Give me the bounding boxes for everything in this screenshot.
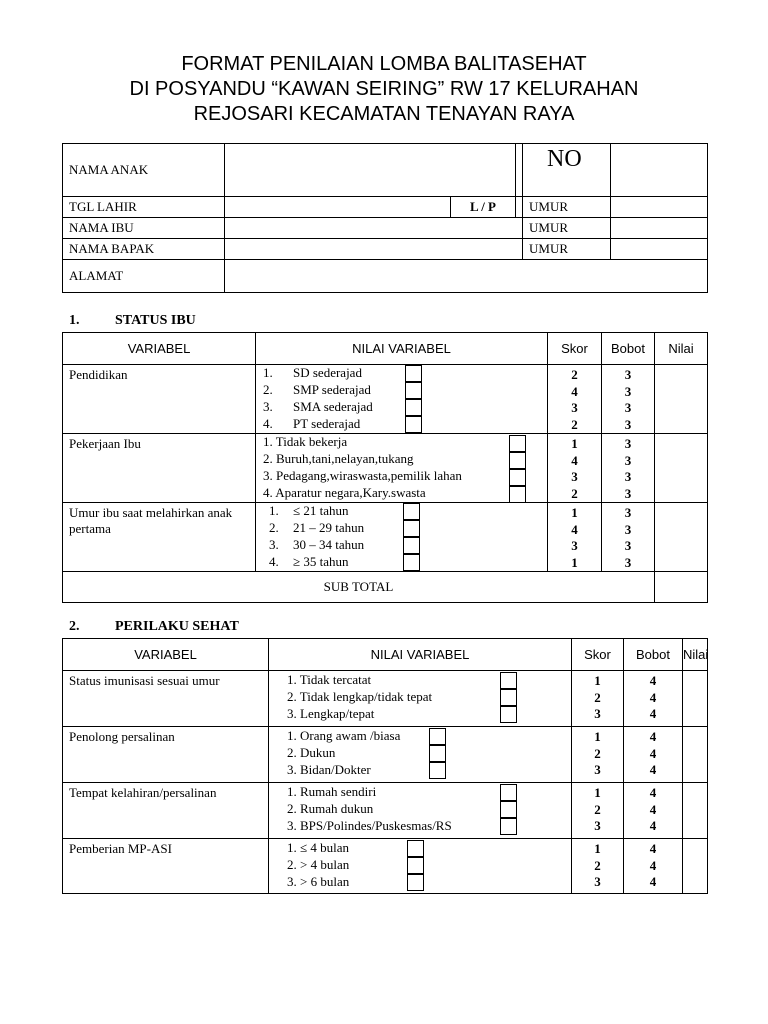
checkbox[interactable] bbox=[509, 435, 526, 452]
checkbox[interactable] bbox=[429, 762, 446, 779]
checkbox[interactable] bbox=[407, 840, 424, 857]
field-umur-bapak[interactable] bbox=[611, 239, 708, 260]
label-nama-bapak: NAMA BAPAK bbox=[63, 239, 225, 260]
header-skor: Skor bbox=[572, 639, 624, 671]
checkbox[interactable] bbox=[403, 520, 420, 537]
header-nilai-variabel: NILAI VARIABEL bbox=[269, 639, 572, 671]
table-row bbox=[63, 727, 708, 783]
skor-cell: 1 2 3 bbox=[572, 839, 624, 894]
field-tgl-lahir[interactable] bbox=[225, 197, 451, 218]
nilai-cell[interactable] bbox=[683, 839, 708, 894]
header-nilai: Nilai bbox=[655, 333, 708, 365]
skor-cell: 1 2 3 bbox=[572, 727, 624, 783]
label-umur: UMUR bbox=[523, 239, 611, 260]
nilai-cell[interactable] bbox=[655, 434, 708, 503]
options-tempat-kelahiran: 1. Rumah sendiri 2. Rumah dukun 3. BPS/Polindes/Puskesmas/RS bbox=[269, 783, 572, 839]
bobot-cell: 4 4 4 bbox=[624, 783, 683, 839]
field-alamat[interactable] bbox=[225, 260, 708, 293]
checkbox[interactable] bbox=[500, 672, 517, 689]
options-pendidikan: 1. SD sederajad 2. SMP sederajad 3. SMA sederajad 4. PT sederajad bbox=[256, 365, 548, 434]
checkbox[interactable] bbox=[405, 365, 422, 382]
field-nama-ibu[interactable] bbox=[225, 218, 523, 239]
field-umur-ibu[interactable] bbox=[611, 218, 708, 239]
nilai-cell[interactable] bbox=[683, 727, 708, 783]
field-no[interactable] bbox=[611, 144, 708, 197]
nilai-cell[interactable] bbox=[683, 783, 708, 839]
label-no: NO bbox=[523, 144, 611, 197]
title-line-3: REJOSARI KECAMATAN TENAYAN RAYA bbox=[193, 103, 575, 125]
bobot-cell: 3 3 3 3 bbox=[602, 365, 655, 434]
checkbox[interactable] bbox=[429, 745, 446, 762]
label-alamat: ALAMAT bbox=[63, 260, 225, 293]
nilai-cell[interactable] bbox=[655, 503, 708, 572]
checkbox[interactable] bbox=[405, 416, 422, 433]
options-umur-ibu: 1. ≤ 21 tahun 2. 21 – 29 tahun 3. 30 – 34 tahun 4. ≥ 35 tahun bbox=[256, 503, 548, 572]
field-nama-anak[interactable] bbox=[225, 144, 516, 197]
skor-cell: 1 2 3 bbox=[572, 783, 624, 839]
checkbox[interactable] bbox=[403, 554, 420, 571]
options-pemberian-mp-asi: 1. ≤ 4 bulan 2. > 4 bulan 3. > 6 bulan bbox=[269, 839, 572, 894]
header-variabel: VARIABEL bbox=[63, 639, 269, 671]
section-title: STATUS IBU bbox=[115, 313, 196, 328]
perilaku-sehat-table bbox=[62, 638, 708, 894]
variable-pemberian-mp-asi: Pemberian MP-ASI bbox=[63, 839, 269, 894]
identity-table bbox=[62, 143, 708, 293]
table-row bbox=[63, 839, 708, 894]
checkbox[interactable] bbox=[405, 382, 422, 399]
label-lp: L / P bbox=[451, 197, 516, 218]
title-line-2: DI POSYANDU “KAWAN SEIRING” RW 17 KELURAHAN bbox=[129, 78, 639, 100]
nilai-cell[interactable] bbox=[655, 365, 708, 434]
label-umur: UMUR bbox=[523, 197, 611, 218]
label-tgl-lahir: TGL LAHIR bbox=[63, 197, 225, 218]
header-nilai: Nilai bbox=[683, 639, 708, 671]
variable-umur-ibu: Umur ibu saat melahirkan anak pertama bbox=[63, 503, 256, 572]
checkbox[interactable] bbox=[407, 874, 424, 891]
label-nama-anak: NAMA ANAK bbox=[63, 144, 225, 197]
header-bobot: Bobot bbox=[602, 333, 655, 365]
checkbox[interactable] bbox=[509, 452, 526, 469]
header-nilai-variabel: NILAI VARIABEL bbox=[256, 333, 548, 365]
checkbox[interactable] bbox=[500, 689, 517, 706]
title-line-1: FORMAT PENILAIAN LOMBA BALITASEHAT bbox=[181, 53, 587, 75]
table-row bbox=[63, 783, 708, 839]
section-1-heading bbox=[69, 313, 196, 329]
skor-cell: 1 4 3 1 bbox=[548, 503, 602, 572]
checkbox[interactable] bbox=[500, 801, 517, 818]
section-number: 1. bbox=[69, 313, 80, 328]
options-status-imunisasi: 1. Tidak tercatat 2. Tidak lengkap/tidak tepat 3. Lengkap/tepat bbox=[269, 671, 572, 727]
header-bobot: Bobot bbox=[624, 639, 683, 671]
bobot-cell: 3 3 3 3 bbox=[602, 503, 655, 572]
table-row bbox=[63, 671, 708, 727]
checkbox[interactable] bbox=[403, 537, 420, 554]
variable-tempat-kelahiran: Tempat kelahiran/persalinan bbox=[63, 783, 269, 839]
table-row bbox=[63, 503, 708, 572]
checkbox[interactable] bbox=[403, 503, 420, 520]
checkbox[interactable] bbox=[509, 486, 526, 503]
label-nama-ibu: NAMA IBU bbox=[63, 218, 225, 239]
variable-penolong-persalinan: Penolong persalinan bbox=[63, 727, 269, 783]
options-penolong-persalinan: 1. Orang awam /biasa 2. Dukun 3. Bidan/Dokter bbox=[269, 727, 572, 783]
checkbox[interactable] bbox=[407, 857, 424, 874]
header-skor: Skor bbox=[548, 333, 602, 365]
bobot-cell: 4 4 4 bbox=[624, 671, 683, 727]
field-nama-bapak[interactable] bbox=[225, 239, 523, 260]
bobot-cell: 3 3 3 3 bbox=[602, 434, 655, 503]
options-pekerjaan-ibu: 1. Tidak bekerja 2. Buruh,tani,nelayan,tukang 3. Pedagang,wiraswasta,pemilik lahan 4. Aparatur negara,Kary.swasta bbox=[256, 434, 548, 503]
skor-cell: 1 2 3 bbox=[572, 671, 624, 727]
skor-cell: 1 4 3 2 bbox=[548, 434, 602, 503]
checkbox[interactable] bbox=[405, 399, 422, 416]
bobot-cell: 4 4 4 bbox=[624, 727, 683, 783]
skor-cell: 2 4 3 2 bbox=[548, 365, 602, 434]
label-umur: UMUR bbox=[523, 218, 611, 239]
checkbox[interactable] bbox=[500, 784, 517, 801]
bobot-cell: 4 4 4 bbox=[624, 839, 683, 894]
variable-pekerjaan-ibu: Pekerjaan Ibu bbox=[63, 434, 256, 503]
checkbox[interactable] bbox=[500, 706, 517, 723]
checkbox[interactable] bbox=[500, 818, 517, 835]
checkbox[interactable] bbox=[429, 728, 446, 745]
checkbox[interactable] bbox=[509, 469, 526, 486]
variable-pendidikan: Pendidikan bbox=[63, 365, 256, 434]
header-variabel: VARIABEL bbox=[63, 333, 256, 365]
section-title: PERILAKU SEHAT bbox=[115, 619, 239, 634]
table-row bbox=[63, 434, 708, 503]
section-number: 2. bbox=[69, 619, 80, 634]
section-2-heading bbox=[69, 619, 239, 635]
status-ibu-table bbox=[62, 332, 708, 603]
variable-status-imunisasi: Status imunisasi sesuai umur bbox=[63, 671, 269, 727]
nilai-cell[interactable] bbox=[683, 671, 708, 727]
subtotal-label: SUB TOTAL bbox=[63, 572, 655, 603]
table-row bbox=[63, 365, 708, 434]
field-umur-anak[interactable] bbox=[611, 197, 708, 218]
subtotal-nilai[interactable] bbox=[655, 572, 708, 603]
